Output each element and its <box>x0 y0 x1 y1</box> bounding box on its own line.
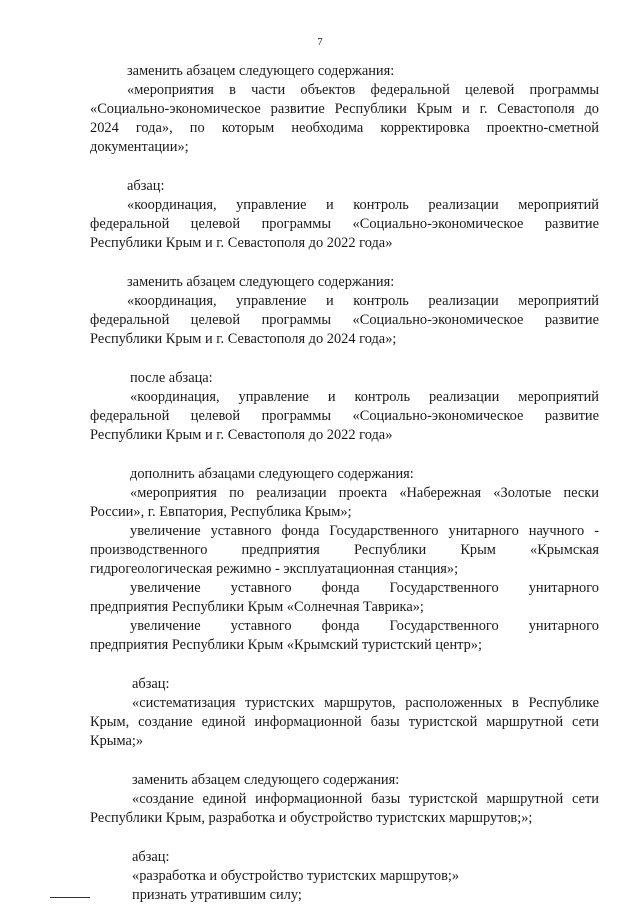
footnote-divider <box>50 897 90 898</box>
text-line: Крым, создание единой информационной базы туристской маршрутной сети <box>90 714 599 730</box>
text-line: увеличение уставного фонда Государственного унитарного <box>130 618 599 634</box>
text-line: Республики Крым и г. Севастополя до 2022 года» <box>90 235 393 251</box>
text-line: заменить абзацем следующего содержания: <box>132 772 400 788</box>
text-line: «координация, управление и контроль реализации мероприятий <box>127 197 599 213</box>
text-line: гидрогеологическая режимно - эксплуатационная станция»; <box>90 561 459 577</box>
text-line: заменить абзацем следующего содержания: <box>127 63 395 79</box>
text-line: «создание единой информационной базы туристской маршрутной сети <box>132 791 599 807</box>
text-line: «мероприятия по реализации проекта «Набережная «Золотые пески <box>130 485 599 501</box>
text-line: 2024 года», по которым необходима корректировка проектно-сметной <box>90 120 599 136</box>
text-line: признать утратившим силу; <box>132 887 302 903</box>
text-line: Республики Крым, разработка и обустройство туристских маршрутов;»; <box>90 810 533 826</box>
paragraph-group <box>90 369 599 445</box>
text-line: «Социально-экономическое развитие Республики Крым и г. Севастополя до <box>90 101 599 117</box>
text-line: федеральной целевой программы «Социально-экономическое развитие <box>90 312 599 328</box>
text-line: абзац: <box>132 676 170 692</box>
page-number: 7 <box>317 36 323 48</box>
text-line: «мероприятия в части объектов федеральной целевой программы <box>127 82 599 98</box>
text-line: «координация, управление и контроль реализации мероприятий <box>130 389 599 405</box>
paragraph-group <box>90 465 599 655</box>
text-line: федеральной целевой программы «Социально-экономическое развитие <box>90 216 599 232</box>
text-line: увеличение уставного фонда Государственного унитарного <box>130 580 599 596</box>
text-line: заменить абзацем следующего содержания: <box>127 274 395 290</box>
text-line: увеличение уставного фонда Государственного унитарного научного - <box>130 523 599 539</box>
text-line: предприятия Республики Крым «Крымский туристский центр»; <box>90 637 483 653</box>
text-line: Республики Крым и г. Севастополя до 2024 года»; <box>90 331 397 347</box>
text-line: «систематизация туристских маршрутов, расположенных в Республике <box>132 695 599 711</box>
text-line: предприятия Республики Крым «Солнечная Таврика»; <box>90 599 424 615</box>
text-line: абзац: <box>132 849 170 865</box>
text-line: абзац: <box>127 178 165 194</box>
text-line: федеральной целевой программы «Социально-экономическое развитие <box>90 408 599 424</box>
text-line: Крыма;» <box>90 733 144 749</box>
text-line: документации»; <box>90 139 189 155</box>
text-line: «координация, управление и контроль реализации мероприятий <box>127 293 599 309</box>
text-line: Республики Крым и г. Севастополя до 2022 года» <box>90 427 393 443</box>
text-line: после абзаца: <box>130 370 213 386</box>
paragraph-group <box>90 771 599 828</box>
paragraph-group <box>90 273 599 349</box>
text-line: производственного предприятия Республики Крым «Крымская <box>90 542 599 558</box>
paragraph-group <box>90 177 599 253</box>
text-line: «разработка и обустройство туристских маршрутов;» <box>132 868 460 884</box>
paragraph-group <box>90 62 599 157</box>
document-body <box>90 62 599 905</box>
text-line: России», г. Евпатория, Республика Крым»; <box>90 504 352 520</box>
paragraph-group <box>90 675 599 751</box>
paragraph-group <box>90 848 599 905</box>
text-line: дополнить абзацами следующего содержания: <box>130 466 414 482</box>
